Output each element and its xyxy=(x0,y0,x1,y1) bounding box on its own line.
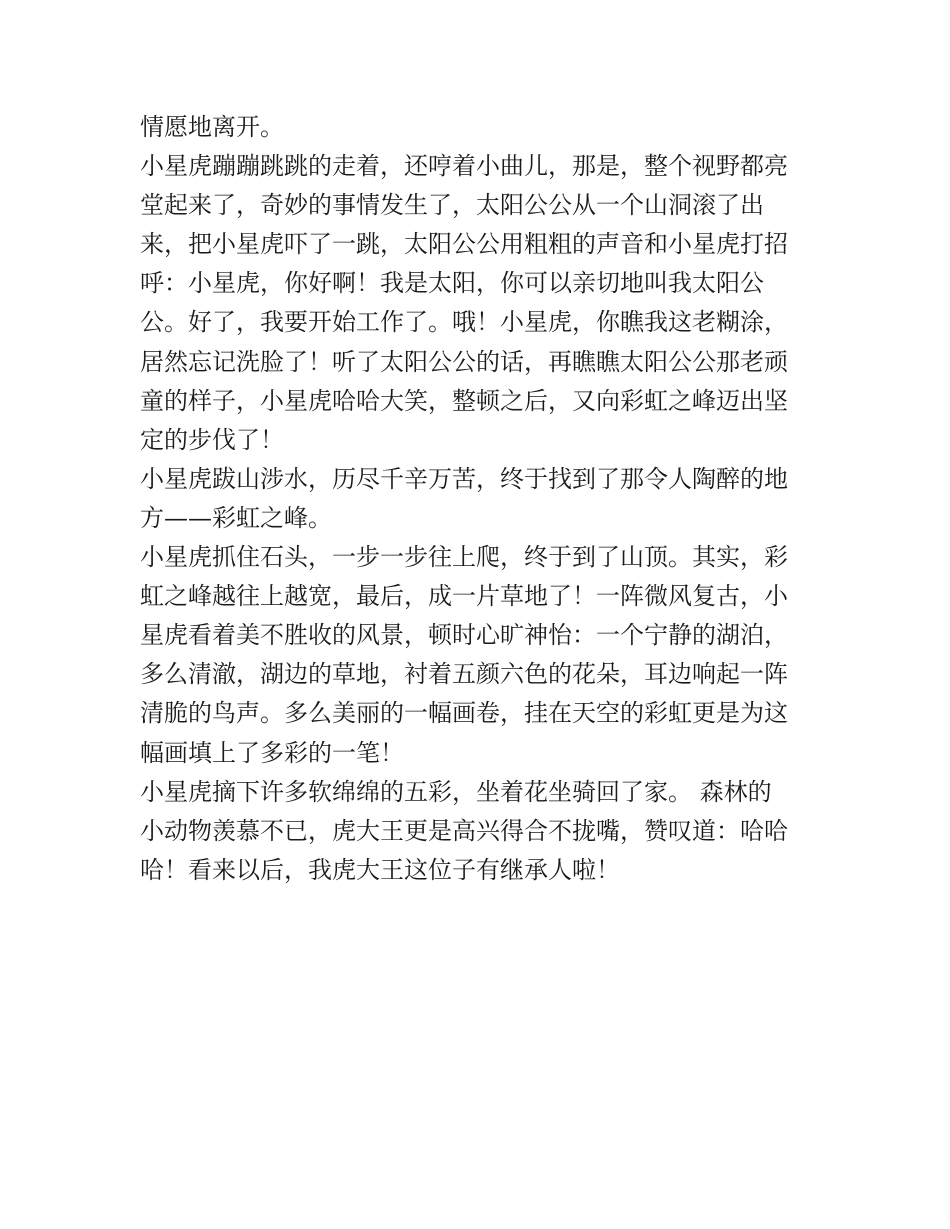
text-line: 堂起来了，奇妙的事情发生了，太阳公公从一个山洞滚了出 xyxy=(140,191,764,220)
text-line: 小星虎摘下许多软绵绵的五彩，坐着花坐骑回了家。 森林的 xyxy=(140,777,772,806)
text-line: 清脆的鸟声。多么美丽的一幅画卷，挂在天空的彩虹更是为这 xyxy=(140,699,788,728)
text-line: 小动物羡慕不已，虎大王更是高兴得合不拢嘴，赞叹道：哈哈 xyxy=(140,816,788,845)
text-line: 来，把小星虎吓了一跳，太阳公公用粗粗的声音和小星虎打招 xyxy=(140,230,788,259)
text-line: 虹之峰越往上越宽，最后，成一片草地了！一阵微风复古，小 xyxy=(140,582,788,611)
text-line: 哈！看来以后，我虎大王这位子有继承人啦！ xyxy=(140,855,620,884)
text-line: 方——彩虹之峰。 xyxy=(140,503,332,532)
text-line: 星虎看着美不胜收的风景，顿时心旷神怡：一个宁静的湖泊， xyxy=(140,621,788,650)
text-line: 小星虎抓住石头，一步一步往上爬，终于到了山顶。其实，彩 xyxy=(140,543,788,572)
text-line: 居然忘记洗脸了！听了太阳公公的话，再瞧瞧太阳公公那老顽 xyxy=(140,347,788,376)
text-line: 呼：小星虎，你好啊！我是太阳，你可以亲切地叫我太阳公 xyxy=(140,269,764,298)
text-line: 小星虎跋山涉水，历尽千辛万苦，终于找到了那令人陶醉的地 xyxy=(140,464,788,493)
text-line: 童的样子，小星虎哈哈大笑，整顿之后，又向彩虹之峰迈出坚 xyxy=(140,386,788,415)
text-line: 情愿地离开。 xyxy=(140,113,284,141)
text-line: 公。好了，我要开始工作了。哦！小星虎，你瞧我这老糊涂， xyxy=(140,308,788,337)
story-text xyxy=(140,108,815,890)
text-line: 幅画填上了多彩的一笔！ xyxy=(140,738,404,767)
text-line: 小星虎蹦蹦跳跳的走着，还哼着小曲儿，那是，整个视野都亮 xyxy=(140,152,788,181)
text-line: 多么清澈，湖边的草地，衬着五颜六色的花朵，耳边响起一阵 xyxy=(140,660,788,689)
text-line: 定的步伐了！ xyxy=(140,425,284,454)
